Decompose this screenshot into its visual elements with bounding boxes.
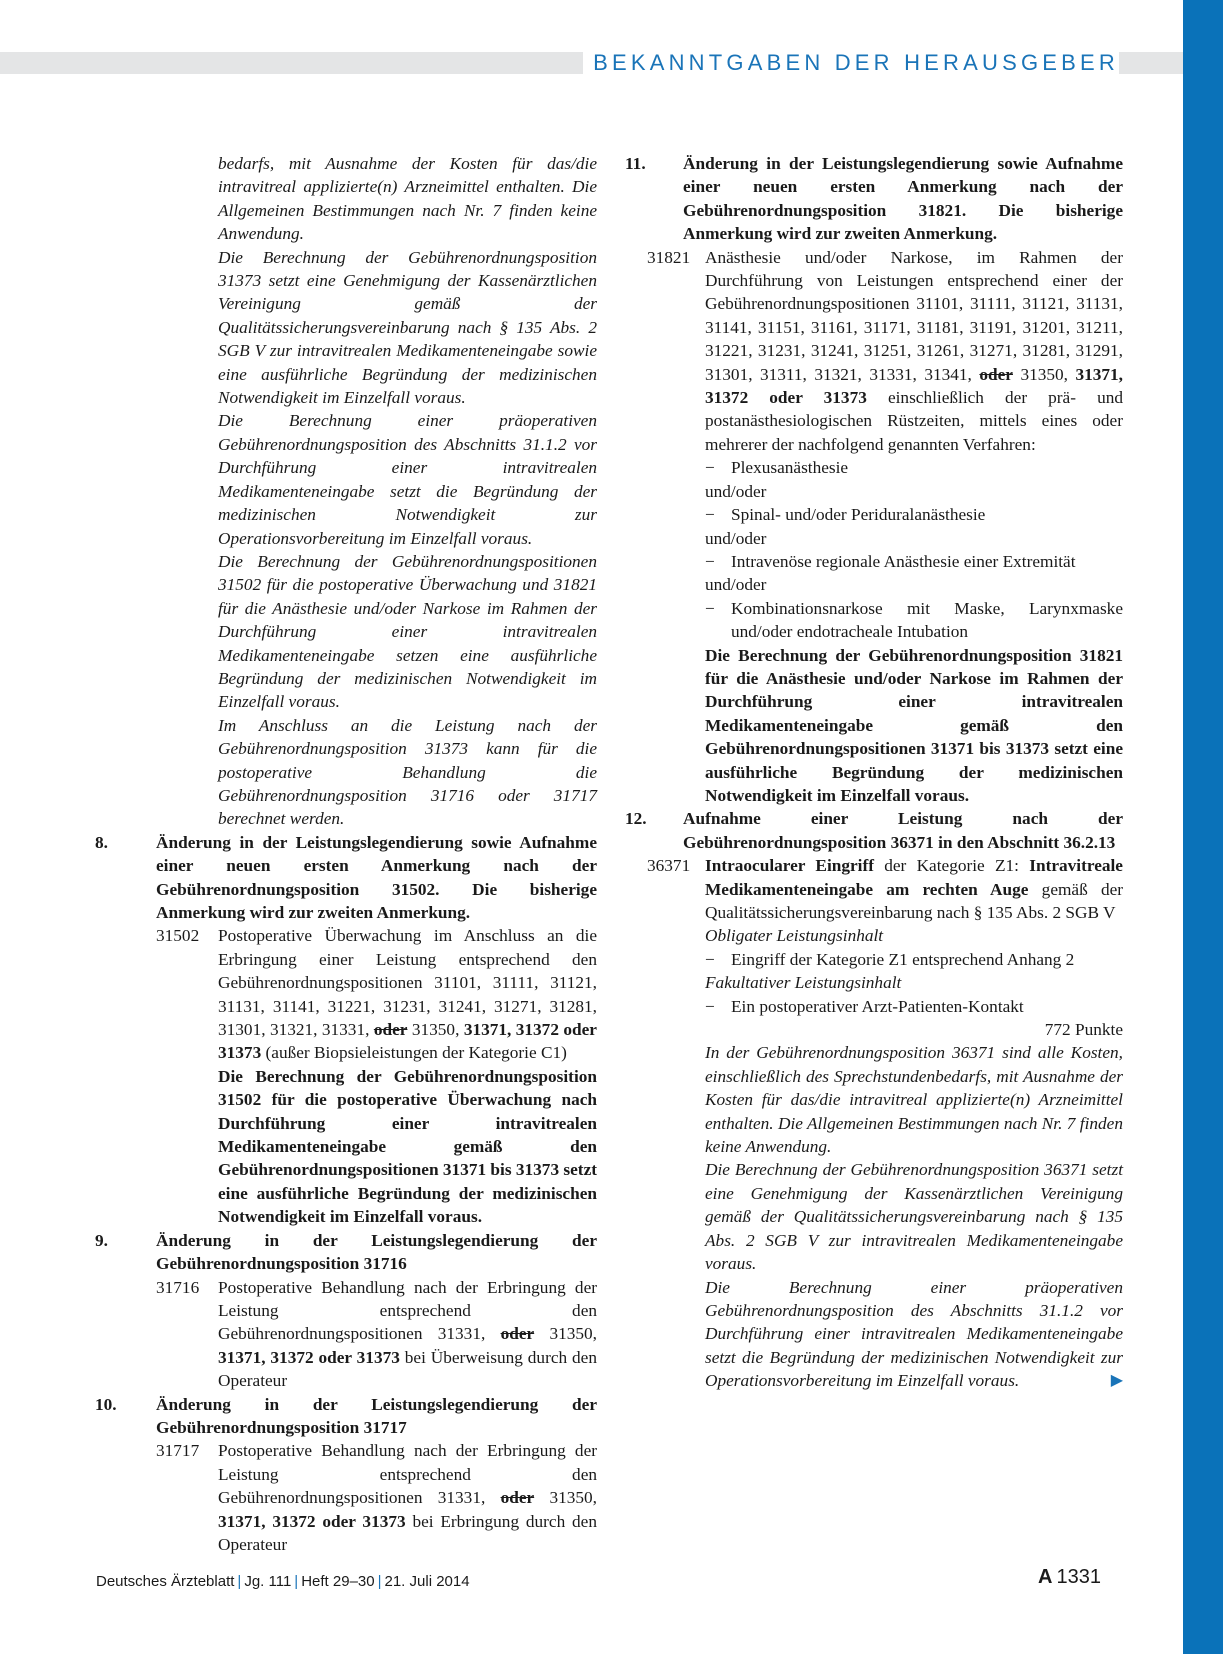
item-8-heading bbox=[95, 831, 597, 925]
gop-code: 36371 bbox=[647, 856, 691, 876]
footer-citation bbox=[96, 1573, 470, 1590]
paragraph: Die Berechnung der Gebührenordnungspositionen 31502 für die postoperative Überwachung und 31821 für die Anästhesie und/oder Narkose im Rahmen der Durchführung einer intravitrealen Medikamenteneingabe setzen eine ausführliche Begründung der medizinischen Notwendigkeit im Einzelfall voraus. bbox=[218, 551, 597, 712]
obligat-label: Obligater Leistungsinhalt bbox=[705, 926, 884, 946]
left-continued-notes bbox=[95, 152, 597, 831]
triangle-right-icon: ▶ bbox=[1110, 1372, 1123, 1390]
item-12-entry bbox=[625, 854, 1123, 1392]
points-value: 772 Punkte bbox=[1044, 1020, 1123, 1040]
legend-text: Postoperative Behandlung nach der Erbringung der Leistung entsprechend den Gebührenordnungspositionen 31331, bbox=[218, 1441, 597, 1508]
gop-legend bbox=[218, 1276, 597, 1393]
legend-text: 31350, bbox=[549, 1488, 597, 1508]
item-number: 9. bbox=[95, 1230, 108, 1250]
added-codes: 31371, 31372 oder 31373 bbox=[218, 1511, 406, 1531]
paragraph: Im Anschluss an die Leistung nach der Gebührenordnungsposition 31373 kann für die postoperative Behandlung die Gebührenordnungsposition 31716 oder 31717 berechnet werden. bbox=[218, 715, 597, 829]
paragraph: Die Berechnung der Gebührenordnungsposition 31373 setzt eine Genehmigung der Kassenärztlichen Vereinigung gemäß der Qualitätssicherungsvereinbarung nach § 135 Abs. 2 SGB V zur intravitrealen Medikamenteneingabe sowie eine ausführliche Begründung der medizinischen Notwendigkeit im Einzelfall voraus. bbox=[218, 247, 597, 408]
gop-legend bbox=[218, 1439, 597, 1556]
gop-code: 31821 bbox=[647, 247, 691, 267]
legend-text: 31350, bbox=[1020, 364, 1068, 384]
date: 21. Juli 2014 bbox=[384, 1573, 470, 1590]
separator: | bbox=[294, 1573, 299, 1590]
item-title: Aufnahme einer Leistung nach der Gebührenordnungsposition 36371 in den Abschnitt 36.2.13 bbox=[683, 809, 1123, 852]
legend-text: der Kategorie Z1: bbox=[884, 856, 1019, 876]
procedure-item: − Intravenöse regionale Anästhesie einer Extremität bbox=[705, 550, 1123, 573]
item-number: 8. bbox=[95, 832, 108, 852]
legend-text: bei Überweisung durch den Operateur bbox=[218, 1347, 597, 1391]
page-number-value: 1331 bbox=[1056, 1566, 1101, 1588]
item-number: 10. bbox=[95, 1394, 117, 1414]
side-color-bar bbox=[1183, 0, 1223, 1654]
obligat-item: − Eingriff der Kategorie Z1 entsprechend Anhang 2 bbox=[705, 948, 1123, 971]
struck-word: oder bbox=[373, 1020, 408, 1040]
legend-text: bei Erbringung durch den Operateur bbox=[218, 1511, 597, 1554]
paragraph: Die Berechnung einer präoperativen Gebührenordnungsposition des Abschnitts 31.1.2 vor Durchführung einer intravitrealen Medikamenteneingabe setzt die Begründung der medizinischen Notwendigkeit zur Operationsvorbereitung im Einzelfall voraus. bbox=[705, 1277, 1123, 1391]
struck-word: oder bbox=[500, 1324, 535, 1344]
legend-text: (außer Biopsieleistungen der Kategorie C1) bbox=[265, 1043, 567, 1063]
page-number bbox=[1038, 1566, 1101, 1589]
legend-text: Anästhesie und/oder Narkose, im Rahmen der Durchführung von Leistungen entsprechend einer der Gebührenordnungspositionen 31101, 31111, 31121, 31131, 31141, 31151, 31161, 31171, 31181, 31191, 31201, 31211, 31221, 31231, 31241, 31251, 31261, 31271, 31281, 31291, 31301, 31311, 31321, 31331, 31341, bbox=[705, 247, 1123, 384]
item-number: 12. bbox=[625, 809, 647, 829]
volume: Jg. 111 bbox=[244, 1573, 292, 1590]
legend-text: gemäß der Qualitätssicherungsvereinbarung nach § 135 Abs. 2 SGB V bbox=[705, 879, 1124, 922]
struck-word: oder bbox=[500, 1488, 535, 1508]
item-9-heading bbox=[95, 1229, 597, 1276]
issue: Heft 29–30 bbox=[301, 1573, 375, 1590]
legend-text: einschließlich der prä- und postanästhesiologischen Rüstzeiten, mittels eines oder mehrerer der nachfolgend genannten Verfahren: bbox=[705, 388, 1123, 454]
left-column bbox=[95, 152, 597, 1556]
legend-text: Postoperative Überwachung im Anschluss an die Erbringung einer Leistung entsprechend den Gebührenordnungspositionen 31101, 31111, 31121, 31131, 31141, 31221, 31231, 31241, 31271, 31281, 31301, 31321, 31331, bbox=[218, 926, 597, 1040]
procedure-item: − Spinal- und/oder Periduralanästhesie bbox=[705, 503, 1123, 526]
item-12-heading bbox=[625, 807, 1123, 854]
procedure-item: − Plexusanästhesie bbox=[705, 456, 1123, 479]
separator: | bbox=[237, 1573, 242, 1590]
item-9-entry bbox=[95, 1276, 597, 1393]
paragraph: bedarfs, mit Ausnahme der Kosten für das/die intravitreal applizierte(n) Arzneimittel enthalten. Die Allgemeinen Bestimmungen nach Nr. 7 finden keine Anwendung. bbox=[218, 154, 597, 244]
gop-legend bbox=[705, 246, 1123, 457]
legend-bold: Intraocularer Eingriff bbox=[705, 856, 874, 876]
item-title: Änderung in der Leistungslegendierung sowie Aufnahme einer neuen ersten Anmerkung nach der Gebührenordnungsposition 31821. Die bisherige Anmerkung wird zur zweiten Anmerkung. bbox=[683, 154, 1123, 244]
item-11-heading bbox=[625, 152, 1123, 246]
journal-name: Deutsches Ärzteblatt bbox=[96, 1573, 235, 1590]
item-title: Änderung in der Leistungslegendierung sowie Aufnahme einer neuen ersten Anmerkung nach der Gebührenordnungsposition 31502. Die bisherige Anmerkung wird zur zweiten Anmerkung. bbox=[156, 832, 597, 922]
paragraph: Die Berechnung einer präoperativen Gebührenordnungsposition des Abschnitts 31.1.2 vor Durchführung einer intravitrealen Medikamenteneingabe setzt die Begründung der medizinischen Notwendigkeit zur Operationsvorbereitung im Einzelfall voraus. bbox=[218, 411, 597, 548]
struck-word: oder bbox=[979, 364, 1013, 384]
new-annotation: Die Berechnung der Gebührenordnungsposition 31821 für die Anästhesie und/oder Narkose im Rahmen der Durchführung einer intravitrealen Medikamenteneingabe gemäß den Gebührenordnungspositionen 31371 bis 31373 setzt eine ausführliche Begründung der medizinischen Notwendigkeit im Einzelfall voraus. bbox=[705, 645, 1123, 805]
connector-text: und/oder bbox=[705, 481, 767, 501]
gop-code: 31717 bbox=[156, 1441, 200, 1461]
added-codes: 31371, 31372 oder 31373 bbox=[218, 1347, 400, 1367]
legend-text: 31350, bbox=[411, 1020, 460, 1040]
connector-text: und/oder bbox=[705, 528, 767, 548]
procedure-item: − Kombinationsnarkose mit Maske, Larynxmaske und/oder endotracheale Intubation bbox=[705, 597, 1123, 644]
item-title: Änderung in der Leistungslegendierung der Gebührenordnungsposition 31717 bbox=[156, 1394, 597, 1437]
item-8-entry bbox=[95, 924, 597, 1228]
connector-text: und/oder bbox=[705, 575, 767, 595]
fakultativ-item: − Ein postoperativer Arzt-Patienten-Kontakt bbox=[705, 995, 1123, 1018]
gop-legend bbox=[218, 924, 597, 1064]
item-10-entry bbox=[95, 1439, 597, 1556]
section-title: BEKANNTGABEN DER HERAUSGEBER bbox=[583, 48, 1119, 78]
added-codes: 31371, 31372 oder 31373 bbox=[705, 364, 1123, 408]
new-annotation: Die Berechnung der Gebührenordnungsposition 31502 für die postoperative Überwachung nach Durchführung einer intravitrealen Medikamenteneingabe gemäß den Gebührenordnungspositionen 31371 bis 31373 setzt eine ausführliche Begründung der medizinischen Notwendigkeit im Einzelfall voraus. bbox=[218, 1066, 597, 1227]
paragraph: In der Gebührenordnungsposition 36371 sind alle Kosten, einschließlich des Sprechstundenbedarfs, mit Ausnahme der Kosten für das/die intravitreal applizierte(n) Arzneimittel enthalten. Die Allgemeinen Bestimmungen nach Nr. 7 finden keine Anwendung. bbox=[705, 1043, 1123, 1157]
separator: | bbox=[377, 1573, 382, 1590]
legend-bold: Intravitreale Medikamenteneingabe am rechten Auge bbox=[705, 856, 1123, 899]
added-codes: 31371, 31372 oder 31373 bbox=[218, 1020, 597, 1063]
fakultativ-label: Fakultativer Leistungsinhalt bbox=[705, 973, 902, 993]
item-11-entry bbox=[625, 246, 1123, 808]
item-title: Änderung in der Leistungslegendierung der Gebührenordnungsposition 31716 bbox=[156, 1230, 597, 1274]
paragraph: Die Berechnung der Gebührenordnungsposition 36371 setzt eine Genehmigung der Kassenärztlichen Vereinigung gemäß der Qualitätssicherungsvereinbarung nach § 135 Abs. 2 SGB V zur intravitrealen Medikamenteneingabe voraus. bbox=[705, 1160, 1123, 1274]
legend-text: 31350, bbox=[549, 1324, 597, 1344]
right-column bbox=[625, 152, 1123, 1393]
legend-text: Postoperative Behandlung nach der Erbringung der Leistung entsprechend den Gebührenordnungspositionen 31331, bbox=[218, 1277, 597, 1344]
gop-code: 31716 bbox=[156, 1277, 200, 1297]
item-number: 11. bbox=[625, 154, 646, 173]
gop-code: 31502 bbox=[156, 926, 200, 946]
page-prefix: A bbox=[1038, 1566, 1053, 1588]
gop-legend bbox=[705, 854, 1123, 924]
item-10-heading bbox=[95, 1393, 597, 1440]
